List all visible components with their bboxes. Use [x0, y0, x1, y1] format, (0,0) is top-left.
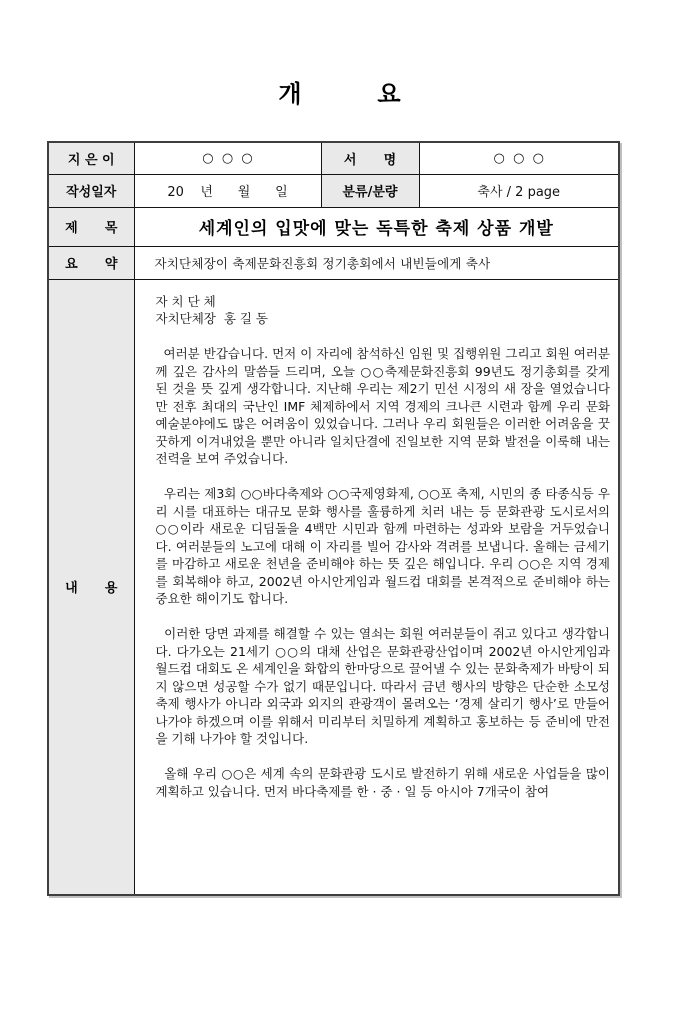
date-value-cell: 20 년 월 일 [134, 174, 321, 207]
category-label-cell: 분류/분량 [321, 174, 419, 207]
content-organization-line: 자 치 단 체 [155, 293, 216, 309]
table-row-content [48, 279, 619, 895]
subject-label-cell: 제 목 [48, 207, 134, 246]
content-paragraph: 우리는 제3회 ○○바다축제와 ○○국제영화제, ○○포 축제, 시민의 종 타종식등 우리 시를 대표하는 대규모 문화 행사를 훌륭하게 치러 내는 등 문화관광 도시로서의 ○○이라 새로운 디딤돌을 4백만 시민과 함께 마련하는 성과와 보람을 거두었습니다. 여러분들의 노고에 대해 이 자리를 빌어 감사와 격려를 보냅니다. 올해는 금세기를 마감하고 새로운 천년을 준비해야 하는 뜻 깊은 해입니다. 우리 ○○은 지역 경제를 회복해야 하고, 2002년 아시안게임과 월드컵 대회를 본격적으로 준비해야 하는 중요한 해이기도 합니다. [155, 486, 614, 606]
content-paragraph: 올해 우리 ○○은 세계 속의 문화관광 도시로 발전하기 위해 새로운 사업들을 많이 계획하고 있습니다. 먼저 바다축제를 한 · 중 · 일 등 아시아 7개국이 참여 [155, 766, 614, 799]
content-label-cell: 내 용 [48, 279, 134, 895]
page-title: 개 요 [278, 79, 402, 108]
author-label-cell: 지 은 이 [48, 142, 134, 174]
summary-label-cell: 요 약 [48, 246, 134, 279]
category-value-cell: 축사 / 2 page [419, 174, 619, 207]
content-paragraph: 이러한 당면 과제를 해결할 수 있는 열쇠는 회원 여러분들이 쥐고 있다고 생각합니다. 다가오는 21세기 ○○의 대채 산업은 문화관광산업이며 2002년 아시안게임과 월드컵 대회도 온 세계인을 화합의 한마당으로 끌어낼 수 있는 문화축제가 바탕이 되지 않으면 성공할 수가 없기 때문입니다. 따라서 금년 행사의 방향은 단순한 소모성 축제 행사가 아니라 외국과 외지의 관광객이 몰려오는 ‘경제 살리기 행사’로 만들어 나가야 하겠으며 이를 위해서 미리부터 치밀하게 계획하고 홍보하는 등 준비에 만전을 기해 나가야 할 것입니다. [155, 626, 614, 746]
table-row-summary [48, 246, 619, 279]
book-name-label-cell: 서 명 [321, 142, 419, 174]
author-value-cell: ○ ○ ○ [134, 142, 321, 174]
book-name-value-cell: ○ ○ ○ [419, 142, 619, 174]
content-value-cell [134, 279, 619, 895]
table-row-author [48, 142, 619, 174]
overview-table [47, 141, 620, 896]
table-row-date [48, 174, 619, 207]
summary-value-cell: 자치단체장이 축제문화진흥회 정기총회에서 내빈들에게 축사 [134, 246, 619, 279]
subject-value-cell: 세계인의 입맛에 맞는 독특한 축제 상품 개발 [134, 207, 619, 246]
content-paragraph: 여러분 반갑습니다. 먼저 이 자리에 참석하신 임원 및 집행위원 그리고 회원 여러분께 깊은 감사의 말씀들 드리며, 오늘 ○○축제문화진흥회 99년도 정기총회를 갖게 된 것을 뜻 깊게 생각합니다. 지난해 우리는 제2기 민선 시정의 새 장을 열었습니다만 전후 최대의 국난인 IMF 체제하에서 지역 경제의 크나큰 시련과 함께 우리 문화예술분야에도 많은 어려움이 있었습니다. 그러나 우리 회원들은 이러한 어려움을 꿋꿋하게 이겨내었을 뿐만 아니라 일치단결에 진일보한 지역 문화 발전을 이룩해 내는 전력을 보여 주었습니다. [155, 346, 614, 466]
content-author-line: 자치단체장 홍 길 동 [155, 311, 268, 326]
table-row-subject [48, 207, 619, 246]
date-label-cell: 작성일자 [48, 174, 134, 207]
